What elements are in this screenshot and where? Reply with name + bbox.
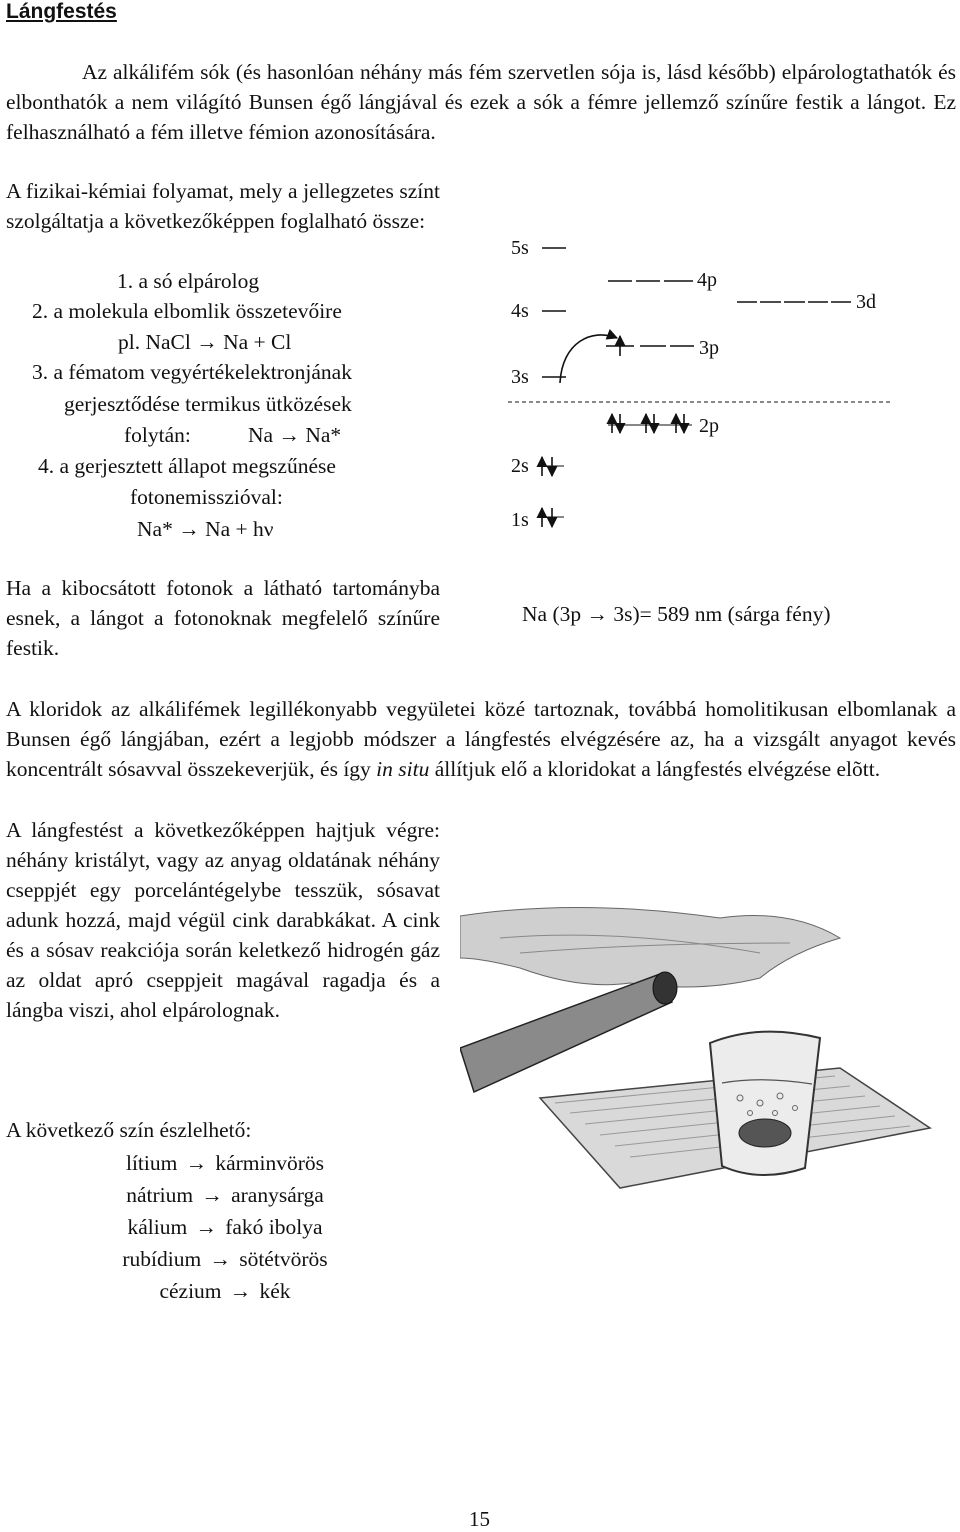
sodium-transition-caption: Na (3p → 3s)= 589 nm (sárga fény) — [522, 602, 831, 626]
intro-paragraph: Az alkálifém sók (és hasonlóan néhány más fém szervetlen sója is, lásd később) elpárologtathatók és elbonthatók a nem világító Bunsen égő lángjával és ezek a sók a fémre jellemző színűre festik a lángot. Ez felhasználható a fém illetve fémion azonosítására. — [6, 60, 956, 144]
level-2s-label: 2s — [511, 455, 529, 477]
chlorides-text-end: állítjuk elő a kloridokat a lángfestés elvégzése elõtt. — [429, 757, 881, 781]
energy-level-diagram — [500, 230, 900, 540]
level-2p-label: 2p — [699, 415, 719, 437]
list-item: lítium → kárminvörös — [125, 1151, 325, 1175]
process-step-3-equation: Na → Na* — [248, 423, 342, 447]
visible-photons-note: Ha a kibocsátott fotonok a látható tartományba esnek, a lángot a fotonoknak megfelelő színűre festik. — [6, 576, 440, 660]
page-number: 15 — [469, 1507, 490, 1531]
level-3s-label: 3s — [511, 366, 529, 388]
procedure-paragraph: A lángfestést a következőképpen hajtjuk végre: néhány kristályt, vagy az anyag oldatának néhány cseppjét egy porcelántégelybe tesszük, sósavat adunk hozzá, majd végül cink darabkákat. A cink és a sósav reakciója során keletkező hidrogén gáz az oldat apró cseppjeit magával ragadja és a lángba viszi, ahol elpárolognak. — [6, 818, 440, 1022]
list-item: cézium → kék — [159, 1279, 291, 1303]
chlorides-in-situ: in situ — [376, 757, 430, 781]
chlorides-paragraph — [6, 694, 956, 784]
level-4p-label: 4p — [697, 269, 717, 291]
process-step-1: 1. a só elpárolog — [117, 269, 260, 293]
process-step-4-equation: Na* → Na + hν — [137, 517, 274, 541]
process-step-3-cont: gerjesztődése termikus ütközések — [64, 392, 352, 416]
level-3p-label: 3p — [699, 337, 719, 359]
level-3d-label: 3d — [856, 291, 876, 313]
color-list — [70, 1147, 380, 1307]
page-title: Lángfestés — [6, 0, 117, 23]
process-step-4-cont: fotonemisszióval: — [130, 485, 283, 509]
chlorides-text: A kloridok az alkálifémek legillékonyabb vegyületei közé tartoznak, továbbá homolitikusan elbomlanak a Bunsen égő lángjában, ezért a legjobb módszer a lángfestés elvégzésére az, ha a vizsgált anyagot kevés koncentrált sósavval összekeverjük, és így — [6, 697, 956, 781]
process-step-2-example: pl. NaCl → Na + Cl — [118, 330, 292, 354]
list-item: nátrium → aranysárga — [126, 1183, 324, 1207]
beaker — [710, 1032, 820, 1175]
list-item: rubídium → sötétvörös — [122, 1247, 328, 1271]
bunsen-tube — [460, 974, 672, 1092]
level-5s-label: 5s — [511, 237, 529, 259]
process-step-3-label: folytán: — [124, 423, 191, 447]
list-item: kálium → fakó ibolya — [127, 1215, 323, 1239]
excitation-arrow — [560, 335, 617, 383]
flame-shape — [460, 907, 840, 987]
process-lead: A fizikai-kémiai folyamat, mely a jellegzetes színt szolgáltatja a következőképpen foglalható össze: — [6, 179, 440, 233]
flame-test-illustration — [460, 898, 936, 1208]
zinc-pieces — [739, 1119, 791, 1147]
process-step-2: 2. a molekula elbomlik összetevőire — [32, 299, 342, 323]
process-step-3: 3. a fématom vegyértékelektronjának — [32, 360, 352, 384]
process-step-4: 4. a gerjesztett állapot megszűnése — [38, 454, 336, 478]
level-4s-label: 4s — [511, 300, 529, 322]
level-1s-label: 1s — [511, 509, 529, 531]
colors-intro: A következő szín észlelhető: — [6, 1118, 252, 1142]
